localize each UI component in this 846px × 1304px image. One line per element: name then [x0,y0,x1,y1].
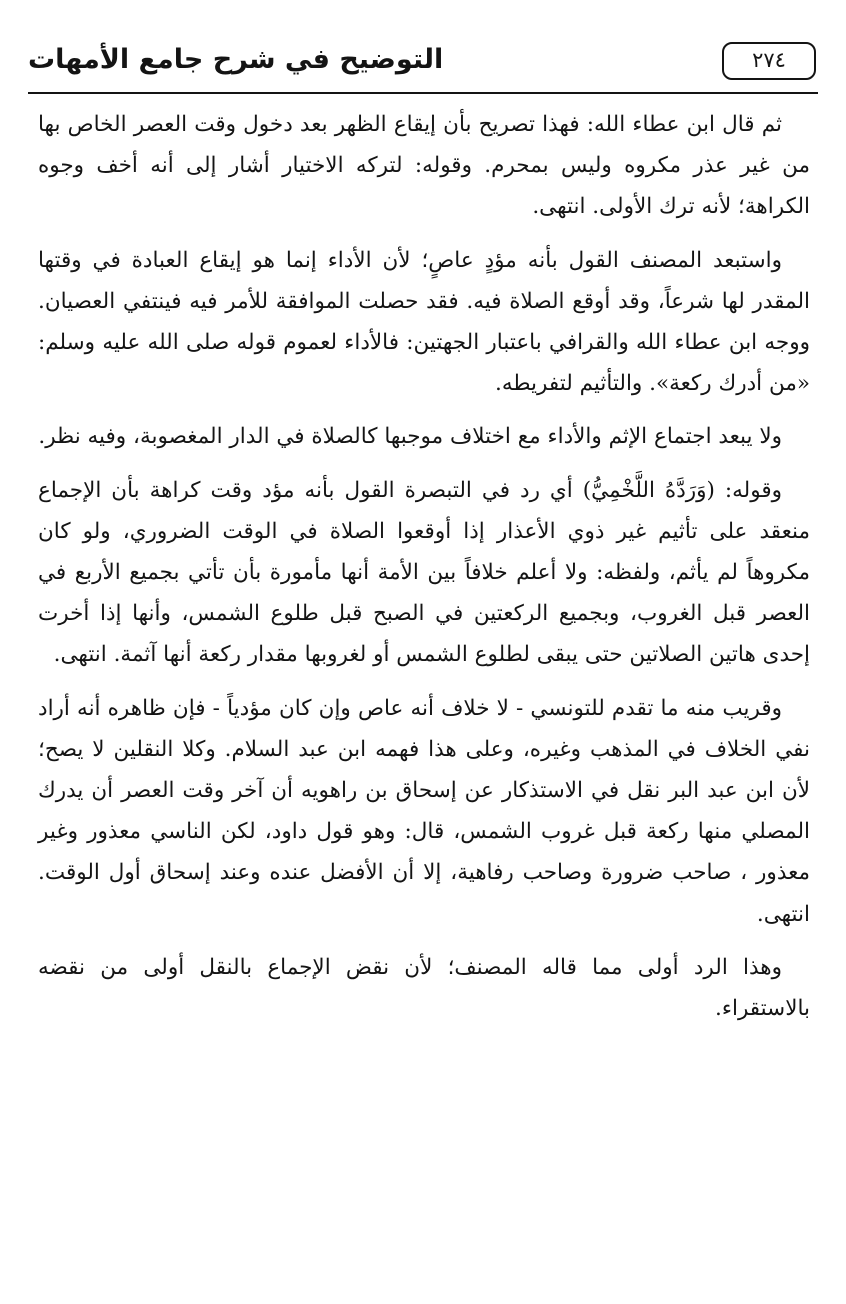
running-title: التوضيح في شرح جامع الأمهات [28,44,444,75]
paragraph: وقريب منه ما تقدم للتونسي - لا خلاف أنه عاص وإن كان مؤدياً - فإن ظاهره أنه أراد نفي الخلاف في المذهب وغيره، وعلى هذا فهمه ابن عبد السلام. وكلا النقلين لا يصح؛ لأن ابن عبد البر نقل في الاستذكار عن إسحاق بن راهويه أن آخر وقت العصر أن يدرك المصلي منها ركعة قبل غروب الشمس، قال: وهو قول داود، لكن الناسي معذور وغير معذور ، صاحب ضرورة وصاحب رفاهية، إلا أن الأفضل عنده وعند إسحاق أول الوقت. انتهى. [38,695,810,927]
main-text [38,104,810,1041]
page-number-frame [722,42,816,80]
paragraph: ولا يبعد اجتماع الإثم والأداء مع اختلاف موجبها كالصلاة في الدار المغصوبة، وفيه نظر. [38,424,782,450]
page-number: ٢٧٤ [752,48,786,72]
header-rule [28,92,818,94]
paragraph: ثم قال ابن عطاء الله: فهذا تصريح بأن إيقاع الظهر بعد دخول وقت العصر الخاص بها من غير عذر مكروه وليس بمحرم. وقوله: لتركه الاختيار أشار إلى أنه أخف وجوه الكراهة؛ لأنه ترك الأولى. انتهى. [38,112,810,220]
page-header [28,34,818,96]
paragraph: واستبعد المصنف القول بأنه مؤدٍ عاصٍ؛ لأن الأداء إنما هو إيقاع العبادة في وقتها المقدر لها شرعاً، وقد أوقع الصلاة فيه. فقد حصلت الموافقة للأمر فيه فينتفي العصيان. ووجه ابن عطاء الله والقرافي باعتبار الجهتين: فالأداء لعموم قوله صلى الله عليه وسلم: «من أدرك ركعة». والتأثيم لتفريطه. [38,247,810,397]
paragraph: وقوله: (وَرَدَّهُ اللَّخْمِيُّ) أي رد في التبصرة القول بأنه مؤد وقت كراهة بأن الإجماع منعقد على تأثيم غير ذوي الأعذار إذا أوقعوا الصلاة في الوقت الضروري، ولو كان مكروهاً لم يأثم، ولفظه: ولا أعلم خلافاً بين الأمة أنها مأمورة بأن تأتي بجميع الأربع في العصر قبل الغروب، وبجميع الركعتين في الصبح قبل طلوع الشمس، وأنها إذا أخرت إحدى هاتين الصلاتين حتى يبقى لطلوع الشمس أو لغروبها مقدار ركعة أنها آثمة. انتهى. [38,477,810,668]
paragraph: وهذا الرد أولى مما قاله المصنف؛ لأن نقض الإجماع بالنقل أولى من نقضه بالاستقراء. [38,954,810,1022]
